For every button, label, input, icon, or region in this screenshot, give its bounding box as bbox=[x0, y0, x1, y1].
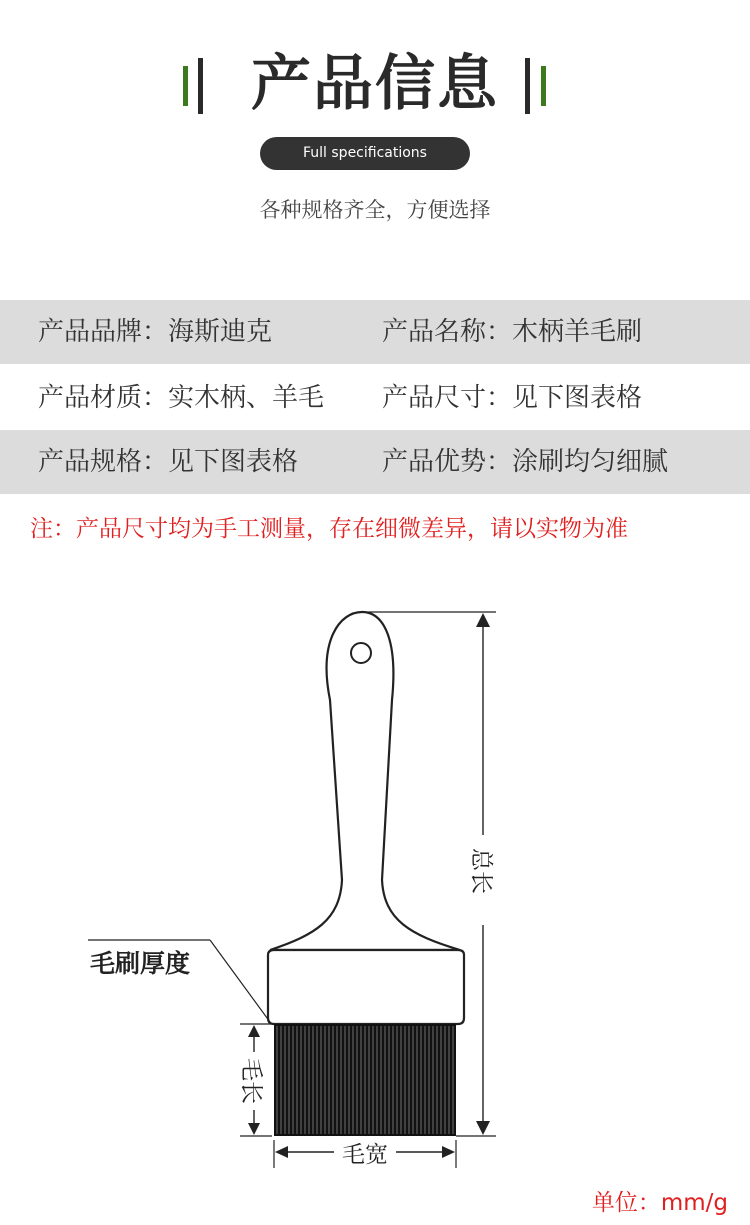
spec-size: 产品尺寸：见下图表格 bbox=[382, 383, 643, 413]
title-right-green-bar bbox=[541, 66, 546, 106]
spec-brand: 产品品牌：海斯迪克 bbox=[38, 317, 273, 347]
measurement-note: 注：产品尺寸均为手工测量，存在细微差异，请以实物为准 bbox=[30, 516, 628, 542]
unit-label: 单位：mm/g bbox=[591, 1190, 728, 1216]
bristle-width-label: 毛宽 bbox=[342, 1142, 388, 1168]
brush-dimension-diagram bbox=[0, 590, 750, 1180]
subtitle: 各种规格齐全，方便选择 bbox=[259, 198, 491, 222]
spec-material: 产品材质：实木柄、羊毛 bbox=[38, 383, 325, 413]
thickness-label: 毛刷厚度 bbox=[90, 949, 191, 978]
brush-ferrule bbox=[268, 950, 464, 1024]
title-right-dark-bar bbox=[525, 58, 530, 114]
spec-row bbox=[0, 430, 750, 494]
spec-row bbox=[0, 300, 750, 364]
bristle-length-label: 毛长 bbox=[238, 1058, 264, 1104]
hang-hole bbox=[351, 643, 371, 663]
spec-advantage: 产品优势：涂刷均匀细腻 bbox=[382, 447, 669, 477]
full-specifications-pill: Full specifications bbox=[260, 137, 470, 170]
spec-specification: 产品规格：见下图表格 bbox=[38, 447, 299, 477]
brush-bristles bbox=[274, 1024, 456, 1136]
spec-row bbox=[0, 366, 750, 430]
total-length-label: 总长 bbox=[468, 848, 494, 894]
page-title: 产品信息 bbox=[251, 49, 499, 119]
spec-product-name: 产品名称：木柄羊毛刷 bbox=[382, 317, 643, 347]
